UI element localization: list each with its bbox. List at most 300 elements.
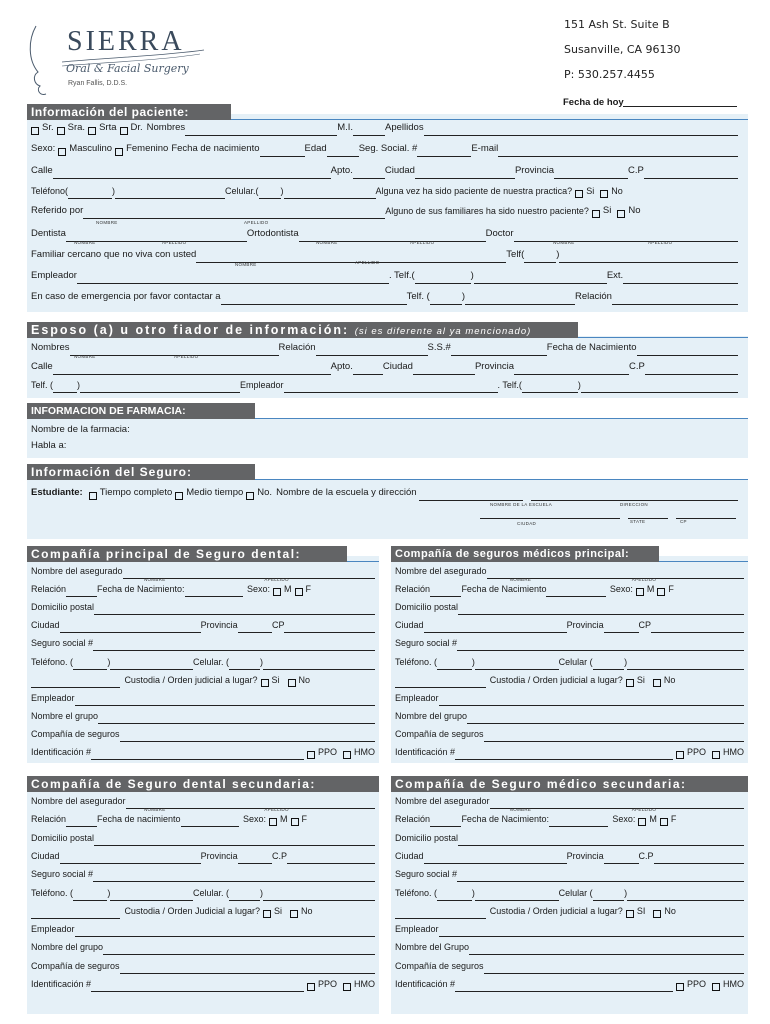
checkbox-custodia-no[interactable] (290, 910, 298, 918)
checkbox-paciente-no[interactable] (600, 190, 608, 198)
label-grupo: Nombre el grupo (31, 710, 99, 721)
medical_secondary-relacion-field[interactable] (430, 816, 461, 827)
logo-doctor: Ryan Fallis, D.D.S. (68, 80, 128, 87)
cp-field[interactable] (676, 508, 736, 519)
spouse-ss-field[interactable] (451, 345, 547, 356)
medical_secondary-cel-field[interactable] (627, 890, 744, 901)
label-mi: M.I. (337, 122, 354, 133)
dental_primary-custodia-field[interactable] (31, 677, 120, 688)
label-celular: Celular ( (558, 887, 593, 898)
label-f: F (668, 584, 674, 595)
label-no: No (628, 205, 641, 216)
label-hmo: HMO (354, 979, 375, 989)
medical_secondary-compania-field[interactable] (484, 963, 744, 974)
dental_secondary-row (31, 941, 375, 955)
pharmacy-name-row (31, 424, 130, 438)
medical_secondary-cel-area-field[interactable] (593, 890, 624, 901)
label-telefono: Teléfono. ( (31, 887, 74, 898)
email-field[interactable] (498, 146, 738, 157)
label-email: E-mail (471, 143, 499, 154)
dental_primary-grupo-field[interactable] (98, 713, 375, 724)
label-habla-a: Habla a: (31, 440, 67, 451)
label-identificacion: Identificación # (395, 979, 456, 989)
label-seguro: Seguro social # (395, 638, 458, 649)
label-sexo: Sexo: (609, 584, 633, 595)
label-provincia: Provincia (566, 620, 604, 631)
dental_primary-cel-area-field[interactable] (229, 659, 260, 670)
dental_primary-provincia-field[interactable] (238, 622, 272, 633)
checkbox-ppo[interactable] (676, 983, 684, 991)
label-nombre-farmacia: Nombre de la farmacia: (31, 424, 130, 435)
label-compania: Compañía de seguros (395, 960, 484, 971)
logo-subtitle: Oral & Facial Surgery (66, 62, 189, 75)
label-si: SI (636, 905, 646, 916)
sub-state: STATE (630, 519, 646, 524)
spouse-empleador-field[interactable] (284, 382, 498, 393)
dental_secondary-cel-field[interactable] (263, 890, 375, 901)
dental_primary-row (31, 674, 375, 688)
medical_primary-cp-field[interactable] (651, 622, 744, 633)
medical_primary-seguro-field[interactable] (457, 640, 744, 651)
dental_primary-section-title: Compañía principal de Seguro dental: (27, 546, 347, 562)
checkbox-m[interactable] (273, 588, 281, 596)
checkbox-masculino[interactable] (58, 148, 66, 156)
empleador-telf-field[interactable] (474, 273, 607, 284)
label-fecha-nacimiento: Fecha de nacimiento (96, 814, 181, 825)
escuela-field[interactable] (419, 490, 523, 501)
checkbox-hmo[interactable] (343, 751, 351, 759)
label-ppo: PPO (317, 979, 337, 989)
dental_secondary-custodia-field[interactable] (31, 908, 120, 919)
dental_primary-fecha-field[interactable] (185, 586, 243, 597)
provincia-field[interactable] (554, 168, 628, 179)
label-m: M (649, 814, 657, 825)
label-identificacion: Identificación # (31, 979, 92, 989)
medical_secondary-row (395, 813, 744, 827)
label-srta: Srta (99, 122, 117, 133)
pharmacy-address-row (31, 440, 66, 454)
label-ciudad: Ciudad (395, 850, 424, 861)
medical_primary-row (395, 656, 744, 670)
label-fecha-nacimiento: Fecha de Nacimiento (546, 342, 637, 353)
dental_primary-row (31, 710, 375, 724)
checkbox-f[interactable] (291, 818, 299, 826)
label-telf: . Telf.( (388, 270, 415, 281)
dental_secondary-row (31, 887, 375, 901)
referido-field[interactable] (83, 208, 385, 219)
dental_secondary-identificacion-field[interactable] (91, 981, 304, 992)
medical_primary-grupo-field[interactable] (467, 713, 744, 724)
checkbox-femenino[interactable] (115, 148, 123, 156)
dental_secondary-fecha-field[interactable] (181, 816, 239, 827)
spouse-emp-telf-area-field[interactable] (522, 382, 578, 393)
label-custodia: Custodia / Orden judicial a lugar? (489, 674, 623, 685)
medical_secondary-provincia-field[interactable] (604, 853, 639, 864)
medical_secondary-ciudad-field[interactable] (424, 853, 567, 864)
dental_secondary-row (31, 923, 375, 937)
spouse-cp-field[interactable] (645, 364, 738, 375)
label-asegurado: Nombre del asegurador (395, 796, 490, 806)
dental_primary-tel-area-field[interactable] (73, 659, 107, 670)
relacion-field[interactable] (612, 294, 738, 305)
label-ciudad: Ciudad (31, 620, 60, 631)
sub-nombre: NOMBRE (553, 240, 575, 245)
medical_primary-identificacion-field[interactable] (455, 749, 673, 760)
label-telf: . Telf.( (497, 380, 522, 390)
emergencia-field[interactable] (221, 294, 407, 305)
medical_secondary-seguro-field[interactable] (457, 871, 744, 882)
mi-field[interactable] (353, 125, 385, 136)
dental_primary-tel-field[interactable] (110, 659, 193, 670)
familiar-telf-field[interactable] (559, 252, 738, 263)
checkbox-paciente-si[interactable] (575, 190, 583, 198)
label-compania: Compañía de seguros (395, 728, 484, 739)
label-domicilio: Domicilio postal (395, 602, 459, 613)
dental_primary-row (31, 637, 375, 651)
medical_secondary-cp-field[interactable] (654, 853, 744, 864)
medical_primary-row (395, 619, 744, 633)
checkbox-dr[interactable] (120, 127, 128, 135)
checkbox-hmo[interactable] (712, 983, 720, 991)
dental_secondary-relacion-field[interactable] (66, 816, 97, 827)
dental_primary-row (31, 619, 375, 633)
dental_primary-identificacion-field[interactable] (91, 749, 304, 760)
medical_secondary-domicilio-field[interactable] (458, 835, 744, 846)
checkbox-tiempo-completo[interactable] (89, 492, 97, 500)
checkbox-custodia-no[interactable] (288, 679, 296, 687)
spouse-calle-field[interactable] (53, 364, 331, 375)
sub-direccion: DIRECCION (620, 502, 648, 507)
fecha-nacimiento-field[interactable] (260, 146, 305, 157)
date-label: Fecha de hoy (563, 97, 624, 108)
ciudad-field[interactable] (415, 168, 515, 179)
label-si: Si (271, 674, 280, 685)
dental_primary-empleador-field[interactable] (75, 695, 375, 706)
label-relacion: Relación (395, 814, 431, 825)
spouse-ciudad-field[interactable] (413, 364, 475, 375)
label-close: ) (259, 887, 263, 898)
dental_primary-seguro-field[interactable] (93, 640, 375, 651)
label-close: ) (471, 656, 475, 667)
label-medio-tiempo: Medio tiempo (186, 487, 244, 498)
medical_secondary-row (395, 905, 744, 919)
medical_primary-domicilio-field[interactable] (458, 604, 744, 615)
label-identificacion: Identificación # (31, 747, 92, 757)
dental_secondary-row (31, 868, 375, 882)
label-relacion: Relación (395, 584, 431, 595)
label-ciudad: Ciudad (382, 361, 413, 372)
label-doctor: Doctor (485, 228, 514, 239)
checkbox-srta[interactable] (88, 127, 96, 135)
label-ppo: PPO (686, 979, 706, 989)
celular-area-field[interactable] (259, 188, 281, 199)
label-f: F (670, 814, 677, 825)
doctor-field[interactable] (514, 231, 738, 242)
medical_primary-row (395, 637, 744, 651)
label-no: No (611, 186, 623, 196)
medical_secondary-row (395, 960, 744, 974)
checkbox-custodia-no[interactable] (653, 910, 661, 918)
edad-field[interactable] (327, 146, 359, 157)
label-telf: Telf( (506, 249, 525, 260)
medical_secondary-tel-area-field[interactable] (437, 890, 472, 901)
ext-field[interactable] (623, 273, 738, 284)
dental_secondary-cel-area-field[interactable] (229, 890, 260, 901)
label-nombres: Nombres (146, 122, 186, 133)
patient-relative-row (31, 249, 738, 263)
dental_secondary-tel-field[interactable] (110, 890, 193, 901)
emergencia-telf-area-field[interactable] (430, 294, 462, 305)
label-grupo: Nombre del grupo (31, 942, 104, 953)
spouse-apto-field[interactable] (353, 364, 383, 375)
label-telefono: Teléfono. ( (395, 656, 438, 667)
label-empleador: Empleador (395, 692, 439, 703)
sub-apellido: APELLIDO (410, 240, 435, 245)
seg-social-field[interactable] (417, 146, 471, 157)
nombres-field[interactable] (185, 125, 337, 136)
label-provincia: Provincia (200, 850, 238, 861)
empleador-field[interactable] (77, 273, 389, 284)
medical_primary-tel-field[interactable] (475, 659, 559, 670)
label-cp: C.P (628, 165, 644, 176)
celular-field[interactable] (284, 188, 376, 199)
dental_secondary-row (31, 813, 375, 827)
checkbox-m[interactable] (638, 818, 646, 826)
spouse-provincia-field[interactable] (514, 364, 629, 375)
dental_secondary-provincia-field[interactable] (238, 853, 272, 864)
label-cp: C.P (629, 361, 645, 372)
section-rule (659, 561, 748, 562)
dental_primary-compania-field[interactable] (120, 731, 375, 742)
checkbox-ppo[interactable] (307, 751, 315, 759)
label-empleador: Empleador (31, 692, 75, 703)
checkbox-f[interactable] (295, 588, 303, 596)
section-rule (347, 561, 379, 562)
medical_secondary-tel-field[interactable] (475, 890, 559, 901)
sub-apellido: APELLIDO (174, 354, 199, 359)
apto-field[interactable] (353, 168, 385, 179)
label-custodia: Custodia / Orden Judicial a lugar? (124, 905, 261, 916)
dental_secondary-section-title: Compañía de Seguro dental secundaria: (27, 776, 379, 792)
checkbox-hmo[interactable] (712, 751, 720, 759)
medical_secondary-fecha-field[interactable] (549, 816, 608, 827)
label-dr: Dr. (130, 122, 143, 133)
label-close: ) (107, 656, 111, 667)
dental_primary-row (31, 565, 375, 579)
empleador-telf-area-field[interactable] (415, 273, 471, 284)
label-estudiante: Estudiante: (31, 487, 83, 498)
checkbox-m[interactable] (269, 818, 277, 826)
label-femenino: Femenino (126, 143, 169, 154)
label-telf-close: ) (577, 380, 581, 390)
dental_secondary-row (31, 978, 375, 992)
dental_secondary-empleador-field[interactable] (75, 926, 375, 937)
dental_secondary-row (31, 850, 375, 864)
medical_secondary-section-title: Compañía de Seguro médico secundaria: (391, 776, 748, 792)
label-cp: CP (271, 620, 285, 631)
sub-nombre: NOMBRE (96, 220, 118, 225)
label-grupo: Nombre del grupo (395, 710, 468, 721)
label-telf: Telf. ( (31, 380, 54, 390)
checkbox-ppo[interactable] (307, 983, 315, 991)
sub-ciudad: CIUDAD (517, 521, 537, 526)
label-escuela-direccion: Nombre de la escuela y dirección (276, 487, 417, 498)
spouse-emp-telf-field[interactable] (581, 382, 738, 393)
label-si: Si (274, 905, 283, 916)
label-asegurado: Nombre del asegurado (395, 566, 487, 576)
spouse-fecha-field[interactable] (637, 345, 738, 356)
patient-address-row (31, 165, 738, 179)
checkbox-hmo[interactable] (343, 983, 351, 991)
dental_secondary-cp-field[interactable] (287, 853, 375, 864)
state-field[interactable] (628, 508, 668, 519)
dental_primary-relacion-field[interactable] (66, 586, 97, 597)
medical_primary-ciudad-field[interactable] (424, 622, 567, 633)
medical_primary-empleador-field[interactable] (439, 695, 744, 706)
dental_secondary-tel-area-field[interactable] (73, 890, 107, 901)
label-telefono: Teléfono. ( (31, 656, 74, 667)
patient-phone-row (31, 185, 738, 199)
sub-apellido: APELLIDO (631, 807, 657, 812)
medical_secondary-row (395, 941, 744, 955)
label-telf-close: ) (556, 249, 560, 260)
sub-apellido: APELLIDO (244, 220, 269, 225)
direccion-field[interactable] (531, 490, 738, 501)
familiar-telf-area-field[interactable] (524, 252, 556, 263)
checkbox-familiar-no[interactable] (617, 210, 625, 218)
spouse-telf-area-field[interactable] (53, 382, 77, 393)
label-grupo: Nombre del Grupo (395, 942, 470, 953)
dental_primary-row (31, 583, 375, 597)
label-empleador: Empleador (31, 270, 77, 281)
checkbox-f[interactable] (660, 818, 668, 826)
medical_secondary-row (395, 832, 744, 846)
label-hmo: HMO (723, 979, 744, 989)
medical_secondary-custodia-field[interactable] (395, 908, 486, 919)
label-no: No (663, 674, 676, 685)
dental_primary-cp-field[interactable] (284, 622, 375, 633)
telefono-field[interactable] (115, 188, 225, 199)
label-relacion: Relación (31, 584, 67, 595)
dental_primary-cel-field[interactable] (263, 659, 375, 670)
label-calle: Calle (31, 165, 53, 176)
medical_primary-row (395, 674, 744, 688)
label-sexo: Sexo: (31, 143, 56, 154)
label-no: No (664, 905, 676, 916)
emergencia-telf-field[interactable] (465, 294, 575, 305)
checkbox-no[interactable] (246, 492, 254, 500)
label-no: No (301, 905, 313, 916)
section-rule (578, 337, 748, 338)
dental_primary-domicilio-field[interactable] (94, 604, 375, 615)
label-edad: Edad (304, 143, 327, 154)
sub-apellido: APELLIDO (648, 240, 673, 245)
sub-nombre: NOMBRE (74, 354, 96, 359)
medical_secondary-row (395, 795, 744, 809)
label-identificacion: Identificación # (395, 747, 456, 757)
label-masculino: Masculino (69, 143, 113, 154)
label-familiar-paciente: Alguno de sus familiares ha sido nuestro paciente? (385, 206, 589, 216)
dental_secondary-seguro-field[interactable] (93, 871, 375, 882)
label-relacion: Relación (574, 291, 612, 302)
label-hmo: HMO (723, 747, 744, 757)
checkbox-custodia-si[interactable] (263, 910, 271, 918)
label-asegurado: Nombre del asegurador (31, 796, 126, 806)
medical_primary-relacion-field[interactable] (430, 586, 461, 597)
label-domicilio: Domicilio postal (31, 602, 95, 613)
label-telf: Telf. ( (406, 291, 430, 302)
label-si: Si (586, 186, 595, 196)
sub-nombre: NOMBRE (143, 807, 166, 812)
medical_primary-fecha-field[interactable] (546, 586, 605, 597)
telefono-area-field[interactable] (68, 188, 112, 199)
section-rule (255, 418, 748, 419)
medical_primary-row (395, 583, 744, 597)
date-field[interactable] (623, 106, 737, 107)
medical_secondary-identificacion-field[interactable] (455, 981, 673, 992)
checkbox-ppo[interactable] (676, 751, 684, 759)
label-referido: Referido por (31, 205, 84, 216)
checkbox-custodia-si[interactable] (626, 910, 634, 918)
dental_secondary-grupo-field[interactable] (103, 944, 375, 955)
checkbox-m[interactable] (636, 588, 644, 596)
ciudad-field[interactable] (480, 508, 620, 519)
medical_secondary-row (395, 923, 744, 937)
label-telf-close: ) (470, 270, 474, 281)
dental_primary-ciudad-field[interactable] (60, 622, 201, 633)
apellidos-field[interactable] (424, 125, 738, 136)
label-f: F (301, 814, 308, 825)
medical_primary-tel-area-field[interactable] (437, 659, 472, 670)
checkbox-f[interactable] (657, 588, 665, 596)
label-ext: Ext. (606, 270, 624, 281)
medical_primary-row (395, 710, 744, 724)
dental_secondary-row (31, 795, 375, 809)
checkbox-custodia-si[interactable] (626, 679, 634, 687)
dental_primary-row (31, 656, 375, 670)
label-asegurado: Nombre del asegurado (31, 566, 123, 576)
calle-field[interactable] (53, 168, 331, 179)
label-relacion: Relación (278, 342, 316, 353)
checkbox-sr[interactable] (31, 127, 39, 135)
medical_secondary-empleador-field[interactable] (439, 926, 744, 937)
medical_primary-cel-field[interactable] (627, 659, 744, 670)
dental_secondary-domicilio-field[interactable] (94, 835, 375, 846)
label-si: Si (602, 205, 612, 216)
checkbox-custodia-no[interactable] (653, 679, 661, 687)
medical_primary-custodia-field[interactable] (395, 677, 486, 688)
medical_secondary-row (395, 868, 744, 882)
medical_primary-compania-field[interactable] (484, 731, 744, 742)
checkbox-sra[interactable] (57, 127, 65, 135)
sub-cp: CP (680, 519, 687, 524)
patient-employer-row (31, 270, 738, 284)
medical_primary-provincia-field[interactable] (604, 622, 639, 633)
checkbox-custodia-si[interactable] (261, 679, 269, 687)
dental_secondary-ciudad-field[interactable] (60, 853, 201, 864)
cp-field[interactable] (644, 168, 738, 179)
medical_primary-cel-area-field[interactable] (593, 659, 624, 670)
spouse-telf-field[interactable] (80, 382, 240, 393)
spouse-relacion-field[interactable] (316, 345, 428, 356)
patient-sex-row (31, 143, 738, 157)
medical_secondary-grupo-field[interactable] (469, 944, 744, 955)
dental_secondary-compania-field[interactable] (120, 963, 375, 974)
checkbox-familiar-si[interactable] (592, 210, 600, 218)
label-telefono: Teléfono. ( (395, 887, 438, 898)
checkbox-medio-tiempo[interactable] (175, 492, 183, 500)
label-telefono-close: ) (112, 186, 116, 196)
